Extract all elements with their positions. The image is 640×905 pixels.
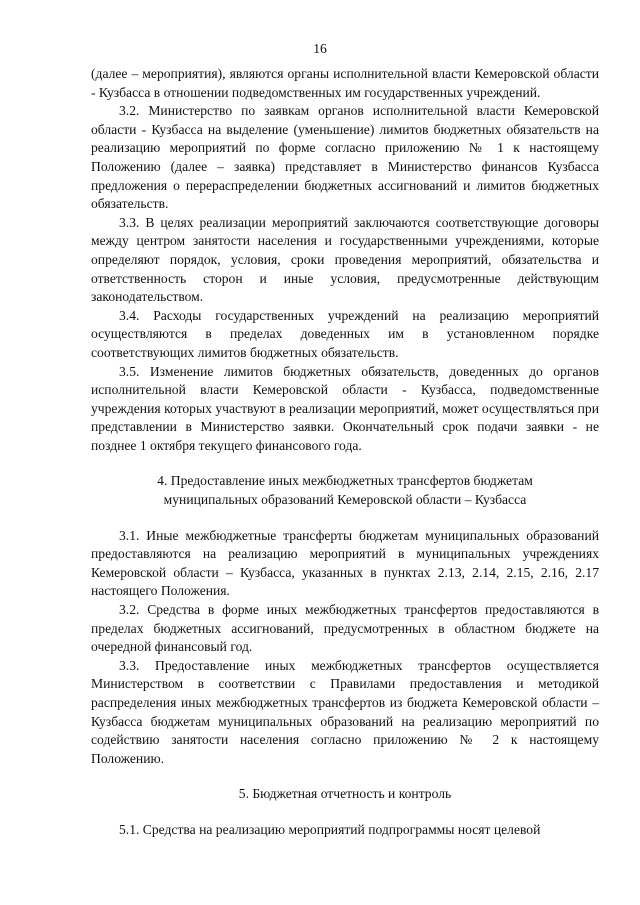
- paragraph-3-4: 3.4. Расходы государственных учреждений на реализацию мероприятий осуществляются в пределах доведенных им в установленном порядке соответствующих лимитов бюджетных обязательств.: [91, 307, 599, 360]
- page-number: 16: [313, 41, 327, 56]
- paragraph-3-2: 3.2. Министерство по заявкам органов исполнительной власти Кемеровской области - Кузбасса на выделение (уменьшение) лимитов бюджетных обязательств на реализацию мероприятий по форме согласно приложению № 1 к настоящему Положению (далее – заявка) представляет в Министерство финансов Кузбасса предложения о перераспределении бюджетных ассигнований и лимитов бюджетных обязательств.: [91, 103, 599, 212]
- section-4-heading-line-2: муниципальных образований Кемеровской области – Кузбасса: [163, 492, 527, 508]
- paragraph-4-3-2: 3.2. Средства в форме иных межбюджетных трансфертов предоставляются в пределах бюджетных ассигнований, предусмотренных в областном бюджете на очередной финансовый год.: [91, 602, 599, 655]
- document-body: [91, 65, 599, 840]
- paragraph-3-3: 3.3. В целях реализации мероприятий заключаются соответствующие договоры между центром занятости населения и государственными учреждениями, которые определяют порядок, условия, сроки проведения мероприятий, обязательства и ответственность сторон и иные условия, предусмотренные действующим законодательством.: [91, 214, 599, 305]
- paragraph-4-3-3: 3.3. Предоставление иных межбюджетных трансфертов осуществляется Министерством в соответствии с Правилами предоставления и методикой распределения иных межбюджетных трансфертов из бюджета Кемеровской области – Кузбасса бюджетам муниципальных образований на реализацию мероприятий по содействию занятости населения согласно приложению № 2 к настоящему Положению.: [91, 657, 599, 766]
- section-5-heading: 5. Бюджетная отчетность и контроль: [238, 786, 452, 802]
- paragraph-4-3-1: 3.1. Иные межбюджетные трансферты бюджетам муниципальных образований предоставляются на реализацию мероприятий в муниципальных учреждениях Кемеровской области – Кузбасса, указанных в пунктах 2.13, 2.14, 2.15, 2.16, 2.17 настоящего Положения.: [91, 527, 599, 599]
- paragraph-continuation: (далее – мероприятия), являются органы исполнительной власти Кемеровской области - Кузбасса в отношении подведомственных им государственных учреждений.: [91, 66, 599, 100]
- paragraph-5-1: 5.1. Средства на реализацию мероприятий подпрограммы носят целевой: [119, 821, 541, 837]
- section-4-heading-line-1: 4. Предоставление иных межбюджетных трансфертов бюджетам: [157, 473, 533, 489]
- paragraph-3-5: 3.5. Изменение лимитов бюджетных обязательств, доведенных до органов исполнительной власти Кемеровской области - Кузбасса, подведомственные учреждения которых участвуют в реализации мероприятий, может осуществляться при представлении в Министерство заявки. Окончательный срок подачи заявки - не позднее 1 октября текущего финансового года.: [91, 363, 599, 453]
